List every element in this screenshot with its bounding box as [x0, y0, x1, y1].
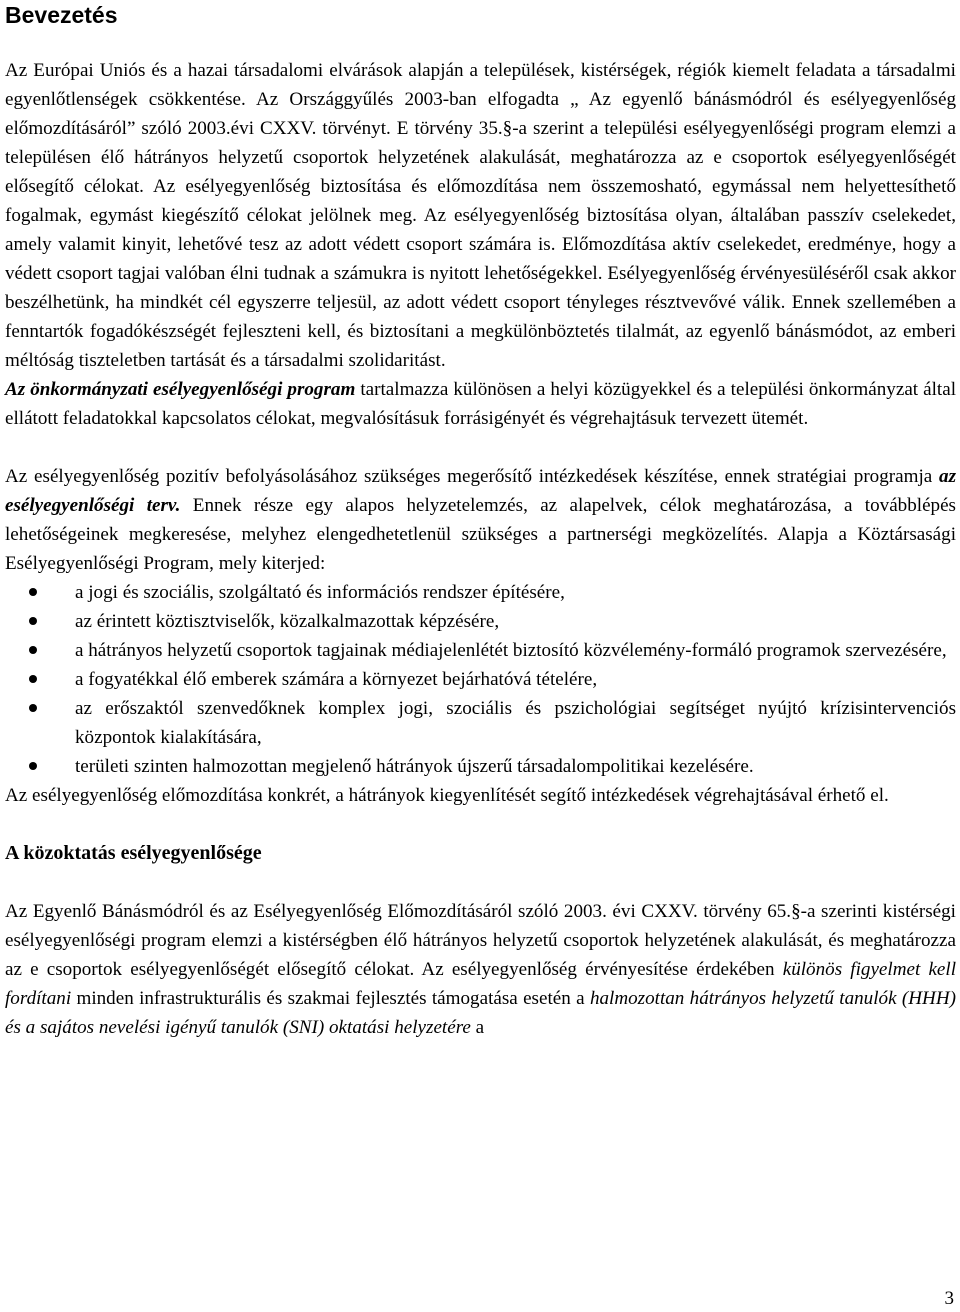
list-item	[5, 636, 956, 665]
section-middle: minden infrastrukturális és szakmai fejlesztés támogatása esetén a	[71, 988, 590, 1009]
list-item	[5, 665, 956, 694]
program-emphasis: Az önkormányzati esélyegyenlőségi program	[5, 379, 356, 400]
list-item-text: a hátrányos helyzetű csoportok tagjainak médiajelenlétét biztosító közvélemény-formáló programok szervezésére,	[75, 640, 947, 661]
list-item	[5, 694, 956, 752]
strategy-emphasis: az esélyegyenlőségi terv.	[5, 466, 956, 516]
list-item-text: területi szinten halmozottan megjelenő hátrányok újszerű társadalompolitikai kezelésére.	[75, 756, 754, 777]
section-paragraph	[5, 897, 956, 1042]
list-item-text: a jogi és szociális, szolgáltató és információs rendszer építésére,	[75, 582, 565, 603]
document-page	[5, 0, 956, 1042]
strategy-before: Az esélyegyenlőség pozitív befolyásolásához szükséges megerősítő intézkedések készítése, ennek stratégiai programja	[5, 466, 940, 487]
list-item	[5, 752, 956, 781]
list-item	[5, 607, 956, 636]
section-before: Az Egyenlő Bánásmódról és az Esélyegyenlőség Előmozdításáról szóló 2003. évi CXXV. törvény 65.§-a szerinti kistérségi esélyegyenlőségi program elemzi a kistérségben élő hátrányos helyzetű csoportok helyzetének alakulását, és meghatározza az e csoportok esélyegyenlőségét elősegítő célokat. Az esélyegyenlőség érvényesítése érdekében	[5, 901, 956, 980]
intro-paragraph: Az Európai Uniós és a hazai társadalomi elvárások alapján a települések, kistérségek, régiók kiemelt feladata a társadalmi egyenlőtlenségek csökkentése. Az Országgyűlés 2003-ban elfogadta „ Az egyenlő bánásmódról és esélyegyenlőség előmozdításáról” szóló 2003.évi CXXV. törvényt. E törvény 35.§-a szerint a települési esélyegyenlőségi program elemzi a településen élő hátrányos helyzetű csoportok helyzetének alakulását, meghatározza az e csoportok esélyegyenlőségét elősegítő célokat. Az esélyegyenlőség biztosítása és előmozdítása nem összemosható, egymással nem helyettesíthető fogalmak, egymást kiegészítő célokat jelölnek meg. Az esélyegyenlőség biztosítása olyan, általában passzív cselekedet, amely valamit kinyit, lehetővé tesz az adott védett csoport számára is. Előmozdítása aktív cselekedet, eredménye, hogy a védett csoport tagjai valóban élni tudnak a számukra is nyitott lehetőségekkel. Esélyegyenlőség érvényesüléséről csak akkor beszélhetünk, ha mindkét cél egyszerre teljesül, az adott védett csoport tényleges résztvevővé válik. Ennek szellemében a fenntartók fogadókészségét fejleszteni kell, és biztosítani a megkülönböztetés tilalmát, az egyenlő bánásmódot, az emberi méltóság tiszteletben tartását és a társadalmi szolidaritást.	[5, 60, 956, 371]
section-italic-2: halmozottan hátrányos helyzetű tanulók (HHH) és a sajátos nevelési igényű tanulók (SNI) oktatási helyzetére	[5, 988, 956, 1038]
bullet-icon	[29, 588, 37, 596]
program-paragraph	[5, 375, 956, 433]
page-number: 3	[944, 1288, 954, 1309]
bullet-icon	[29, 617, 37, 625]
section-after: a	[470, 1017, 485, 1038]
program-rest: tartalmazza különösen a helyi közügyekkel és a települési önkormányzat által ellátott feladatokkal kapcsolatos célokat, megvalósításuk forrásigényét és végrehajtásuk tervezett ütemét.	[5, 379, 956, 429]
strategy-paragraph	[5, 462, 956, 578]
section-italic-1: különös figyelmet kell fordítani	[5, 959, 956, 1009]
closing-paragraph: Az esélyegyenlőség előmozdítása konkrét, a hátrányok kiegyenlítését segítő intézkedések végrehajtásával érhető el.	[5, 785, 889, 806]
bullet-icon	[29, 675, 37, 683]
list-item-text: az erőszaktól szenvedőknek komplex jogi, szociális és pszichológiai segítséget nyújtó krízisintervenciós központok kialakítására,	[75, 698, 956, 748]
list-item-text: a fogyatékkal élő emberek számára a környezet bejárhatóvá tételére,	[75, 669, 598, 690]
bullet-list	[5, 578, 956, 781]
bullet-icon	[29, 762, 37, 770]
section-heading: A közoktatás esélyegyenlősége	[5, 842, 262, 864]
list-item	[5, 578, 956, 607]
page-title: Bevezetés	[5, 2, 118, 28]
bullet-icon	[29, 646, 37, 654]
strategy-after: Ennek része egy alapos helyzetelemzés, az alapelvek, célok meghatározása, a továbblépés lehetőségeinek megkeresése, melyhez elengedhetetlenül szükséges a partnerségi megközelítés. Alapja a Köztársasági Esélyegyenlőségi Program, mely kiterjed:	[5, 495, 956, 574]
bullet-icon	[29, 704, 37, 712]
list-item-text: az érintett köztisztviselők, közalkalmazottak képzésére,	[75, 611, 500, 632]
